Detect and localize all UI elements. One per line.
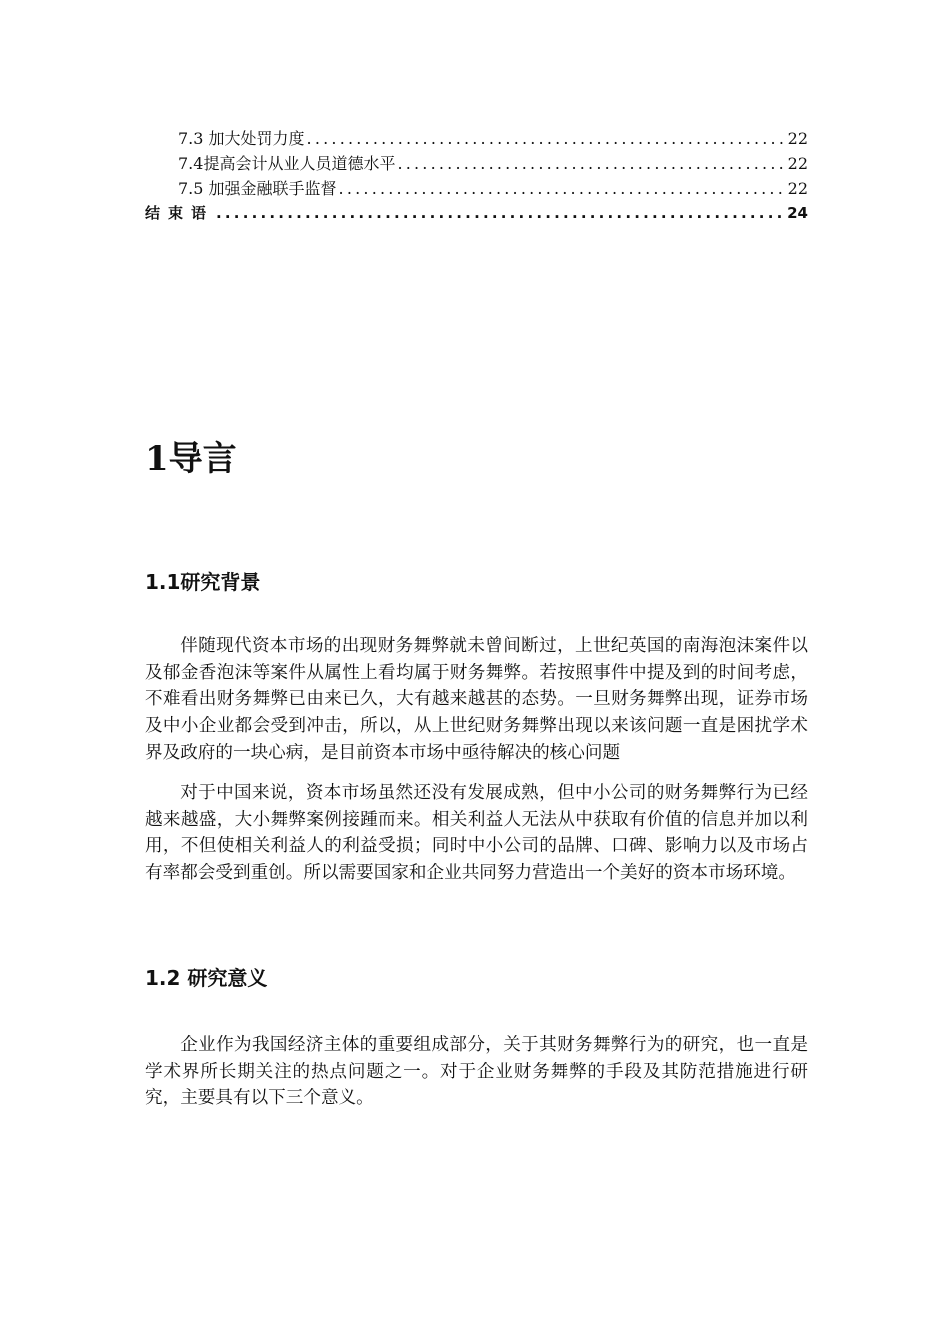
toc-leader-dots: [397, 151, 785, 176]
toc-entry[interactable]: [145, 126, 808, 151]
section-title: 1.2 研究意义: [145, 966, 268, 990]
body-paragraph: 对于中国来说，资本市场虽然还没有发展成熟，但中小公司的财务舞弊行为已经越来越盛，大小舞弊案例接踵而来。相关利益人无法从中获取有价值的信息并加以利用，不但使相关利益人的利益受损；同时中小公司的品牌、口碑、影响力以及市场占有率都会受到重创。所以需要国家和企业共同努力营造出一个美好的资本市场环境。: [145, 783, 808, 884]
toc-entry[interactable]: [145, 151, 808, 176]
toc-entry-page: 24: [787, 204, 808, 222]
chapter-title: 1导言: [145, 439, 237, 479]
toc-entry-label: 7.5 加强金融联手监督: [178, 179, 337, 198]
toc-leader-dots: [307, 126, 786, 151]
toc-entry-page: 22: [787, 179, 808, 198]
toc-entry-page: 22: [787, 129, 808, 148]
table-of-contents: [145, 126, 808, 226]
toc-leader-dots: [216, 201, 785, 226]
toc-entry-label: 7.4提高会计从业人员道德水平: [178, 154, 396, 173]
section-title: 1.1研究背景: [145, 570, 261, 594]
toc-entry[interactable]: [145, 176, 808, 201]
toc-leader-dots: [339, 176, 786, 201]
toc-entry-label: 结束语: [145, 204, 215, 222]
toc-entry-page: 22: [787, 154, 808, 173]
toc-entry-label: 7.3 加大处罚力度: [178, 129, 305, 148]
body-paragraph: 企业作为我国经济主体的重要组成部分，关于其财务舞弊行为的研究，也一直是学术界所长期关注的热点问题之一。对于企业财务舞弊的手段及其防范措施进行研究，主要具有以下三个意义。: [145, 1035, 808, 1109]
toc-entry[interactable]: [145, 201, 808, 226]
body-paragraph: 伴随现代资本市场的出现财务舞弊就未曾间断过，上世纪英国的南海泡沫案件以及郁金香泡沫等案件从属性上看均属于财务舞弊。若按照事件中提及到的时间考虑，不难看出财务舞弊已由来已久，大有越来越甚的态势。一旦财务舞弊出现，证券市场及中小企业都会受到冲击，所以，从上世纪财务舞弊出现以来该问题一直是困扰学术界及政府的一块心病，是目前资本市场中亟待解决的核心问题: [145, 636, 808, 763]
